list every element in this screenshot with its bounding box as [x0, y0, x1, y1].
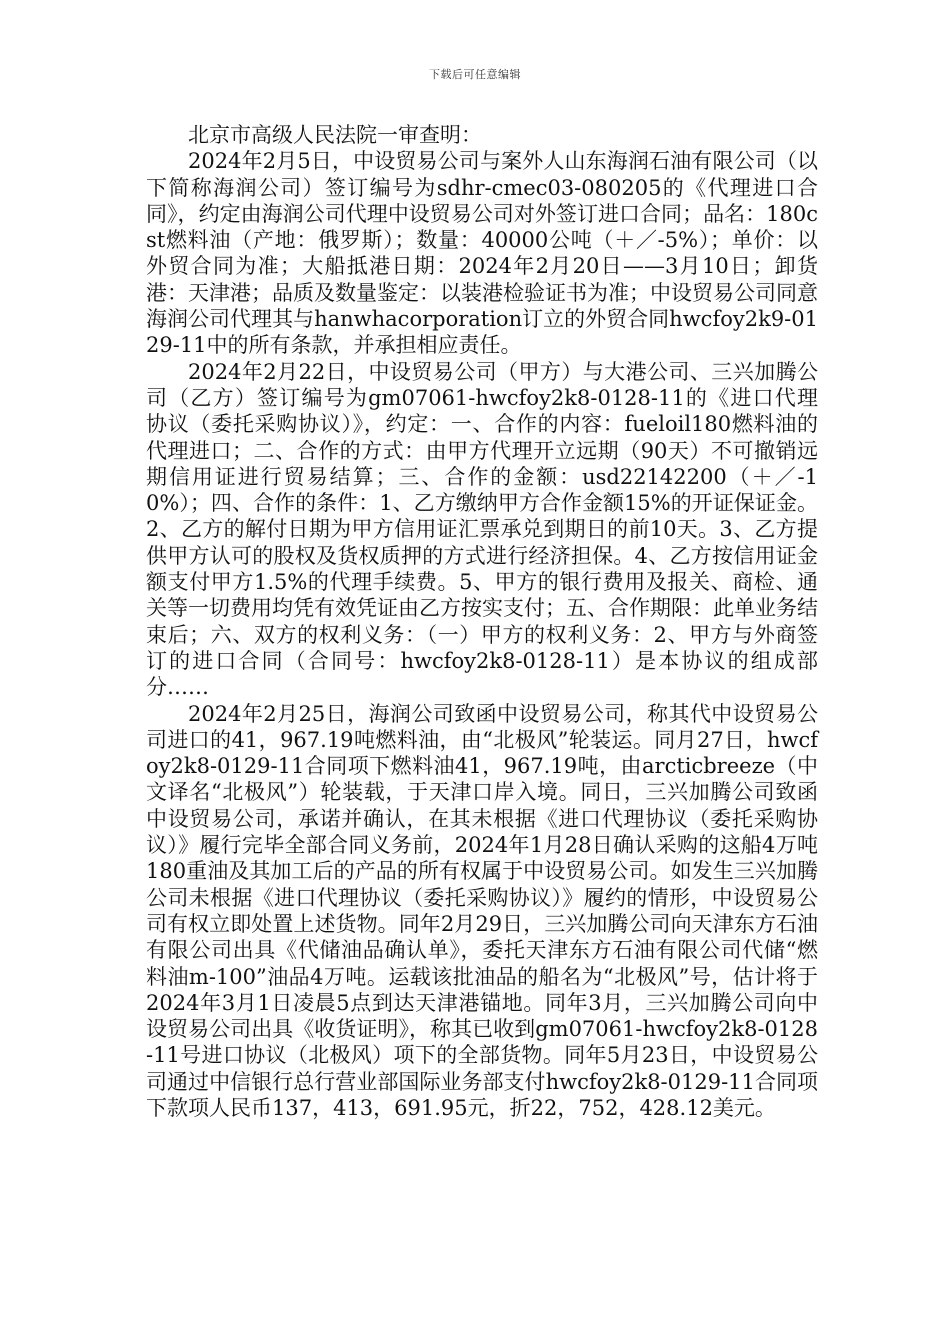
document-body: [146, 122, 818, 1121]
page-header: 下载后可任意编辑: [429, 68, 521, 81]
paragraph-import-agency-agreement: 2024年2月22日，中设贸易公司（甲方）与大港公司、三兴加腾公司（乙方）签订编号为gm07061-hwcfoy2k8-0128-11的《进口代理协议（委托采购协议）》，约定：一、合作的内容：fueloil180燃料油的代理进口；二、合作的方式：由甲方代理开立远期（90天）不可撤销远期信用证进行贸易结算；三、合作的金额：usd22142200（＋／-10%）；四、合作的条件：1、乙方缴纳甲方合作金额15%的开证保证金。2、乙方的解付日期为甲方信用证汇票承兑到期日的前10天。3、乙方提供甲方认可的股权及货权质押的方式进行经济担保。4、乙方按信用证金额支付甲方1.5%的代理手续费。5、甲方的银行费用及报关、商检、通关等一切费用均凭有效凭证由乙方按实支付；五、合作期限：此单业务结束后；六、双方的权利义务：（一）甲方的权利义务：2、甲方与外商签订的进口合同（合同号：hwcfoy2k8-0128-11）是本协议的组成部分……: [146, 359, 818, 700]
paragraph-shipment-and-payment: 2024年2月25日，海润公司致函中设贸易公司，称其代中设贸易公司进口的41，967.19吨燃料油，由“北极风”轮装运。同月27日，hwcfoy2k8-0129-11合同项下燃料油41，967.19吨，由arcticbreeze（中文译名“北极风”）轮装载，于天津口岸入境。同日，三兴加腾公司致函中设贸易公司，承诺并确认，在其未根据《进口代理协议（委托采购协议）》履行完毕全部合同义务前，2024年1月28日确认采购的这船4万吨180重油及其加工后的产品的所有权属于中设贸易公司。如发生三兴加腾公司未根据《进口代理协议（委托采购协议）》履约的情形，中设贸易公司有权立即处置上述货物。同年2月29日，三兴加腾公司向天津东方石油有限公司出具《代储油品确认单》，委托天津东方石油有限公司代储“燃料油m-100”油品4万吨。运载该批油品的船名为“北极风”号，估计将于2024年3月1日凌晨5点到达天津港锚地。同年3月，三兴加腾公司向中设贸易公司出具《收货证明》，称其已收到gm07061-hwcfoy2k8-0128-11号进口协议（北极风）项下的全部货物。同年5月23日，中设贸易公司通过中信银行总行营业部国际业务部支付hwcfoy2k8-0129-11合同项下款项人民币137，413，691.95元，折22，752，428.12美元。: [146, 701, 818, 1120]
paragraph-court-finding-heading: 北京市高级人民法院一审查明：: [188, 123, 482, 147]
paragraph-agency-import-contract: 2024年2月5日，中设贸易公司与案外人山东海润石油有限公司（以下简称海润公司）签订编号为sdhr-cmec03-080205的《代理进口合同》，约定由海润公司代理中设贸易公司对外签订进口合同；品名：180cst燃料油（产地：俄罗斯）；数量：40000公吨（＋／-5%）；单价：以外贸合同为准；大船抵港日期：2024年2月20日——3月10日；卸货港：天津港；品质及数量鉴定：以装港检验证书为准；中设贸易公司同意海润公司代理其与hanwhacorporation订立的外贸合同hwcfoy2k9-0129-11中的所有条款，并承担相应责任。: [146, 149, 818, 358]
